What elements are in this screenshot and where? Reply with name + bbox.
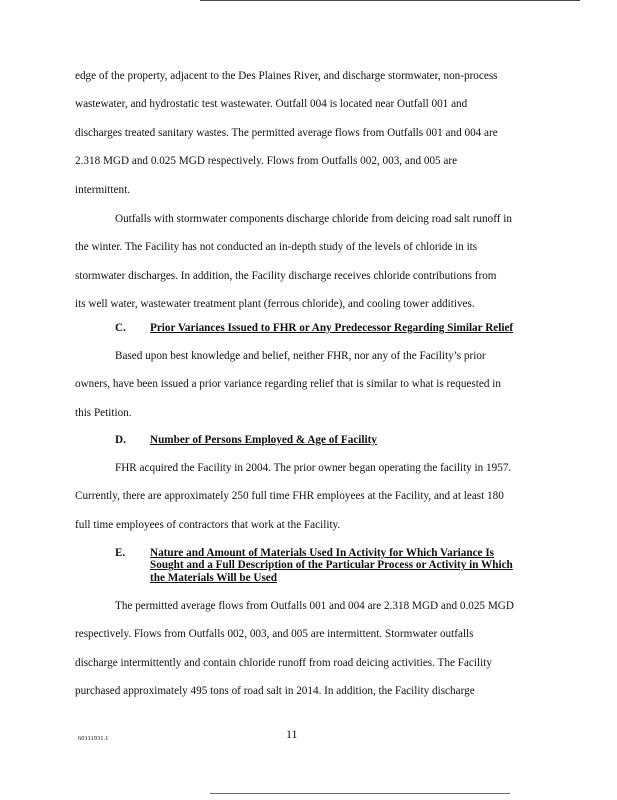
text-line: intermittent.	[75, 183, 130, 196]
text-line: discharge intermittently and contain chloride runoff from road deicing activities. The Facility	[75, 656, 492, 669]
text-line: stormwater discharges. In addition, the Facility discharge receives chloride contributions from	[75, 269, 497, 282]
section-d-body	[75, 454, 545, 539]
text-line: owners, have been issued a prior variance regarding relief that is similar to what is requested in	[75, 378, 501, 391]
top-rule	[200, 0, 580, 1]
paragraph-2	[75, 205, 545, 319]
page-number: 11	[286, 727, 298, 741]
section-e-body	[75, 592, 545, 706]
text-line: Based upon best knowledge and belief, neither FHR, nor any of the Facility’s prior	[115, 350, 486, 362]
text-line: 2.318 MGD and 0.025 MGD respectively. Flows from Outfalls 002, 003, and 005 are	[75, 155, 458, 168]
section-title-line: Sought and a Full Description of the Particular Process or Activity in Which	[150, 559, 513, 572]
section-letter: C.	[115, 322, 126, 334]
section-title: Number of Persons Employed & Age of Facility	[150, 434, 377, 446]
text-line: Currently, there are approximately 250 full time FHR employees at the Facility, and at least 180	[75, 490, 504, 503]
text-line: The permitted average flows from Outfalls 001 and 004 are 2.318 MGD and 0.025 MGD	[115, 600, 514, 612]
document-code: 60111931.1	[78, 735, 109, 742]
section-title: Prior Variances Issued to FHR or Any Predecessor Regarding Similar Relief	[150, 322, 514, 334]
section-c-body	[75, 342, 545, 427]
section-title-line: the Materials Will be Used	[150, 571, 277, 584]
text-line: this Petition.	[75, 406, 132, 419]
text-line: its well water, wastewater treatment plant (ferrous chloride), and cooling tower additives.	[75, 298, 475, 311]
text-line: respectively. Flows from Outfalls 002, 003, and 005 are intermittent. Stormwater outfalls	[75, 628, 474, 641]
paragraph-1	[75, 62, 545, 204]
section-letter: D.	[115, 434, 126, 446]
text-line: purchased approximately 495 tons of road salt in 2014. In addition, the Facility discharge	[75, 685, 475, 698]
section-letter: E.	[115, 547, 126, 559]
section-title-line: Nature and Amount of Materials Used In Activity for Which Variance Is	[150, 547, 495, 559]
text-line: Outfalls with stormwater components discharge chloride from deicing road salt runoff in	[115, 213, 512, 225]
bottom-rule	[210, 793, 510, 794]
text-line: FHR acquired the Facility in 2004. The prior owner began operating the facility in 1957.	[115, 462, 512, 474]
section-title	[150, 547, 513, 584]
text-line: wastewater, and hydrostatic test wastewater. Outfall 004 is located near Outfall 001 and	[75, 98, 468, 111]
text-line: the winter. The Facility has not conducted an in-depth study of the levels of chloride in its	[75, 241, 478, 254]
text-line: full time employees of contractors that work at the Facility.	[75, 518, 341, 531]
text-line: edge of the property, adjacent to the Des Plaines River, and discharge stormwater, non-process	[75, 70, 498, 82]
text-line: discharges treated sanitary wastes. The permitted average flows from Outfalls 001 and 004 are	[75, 126, 498, 139]
